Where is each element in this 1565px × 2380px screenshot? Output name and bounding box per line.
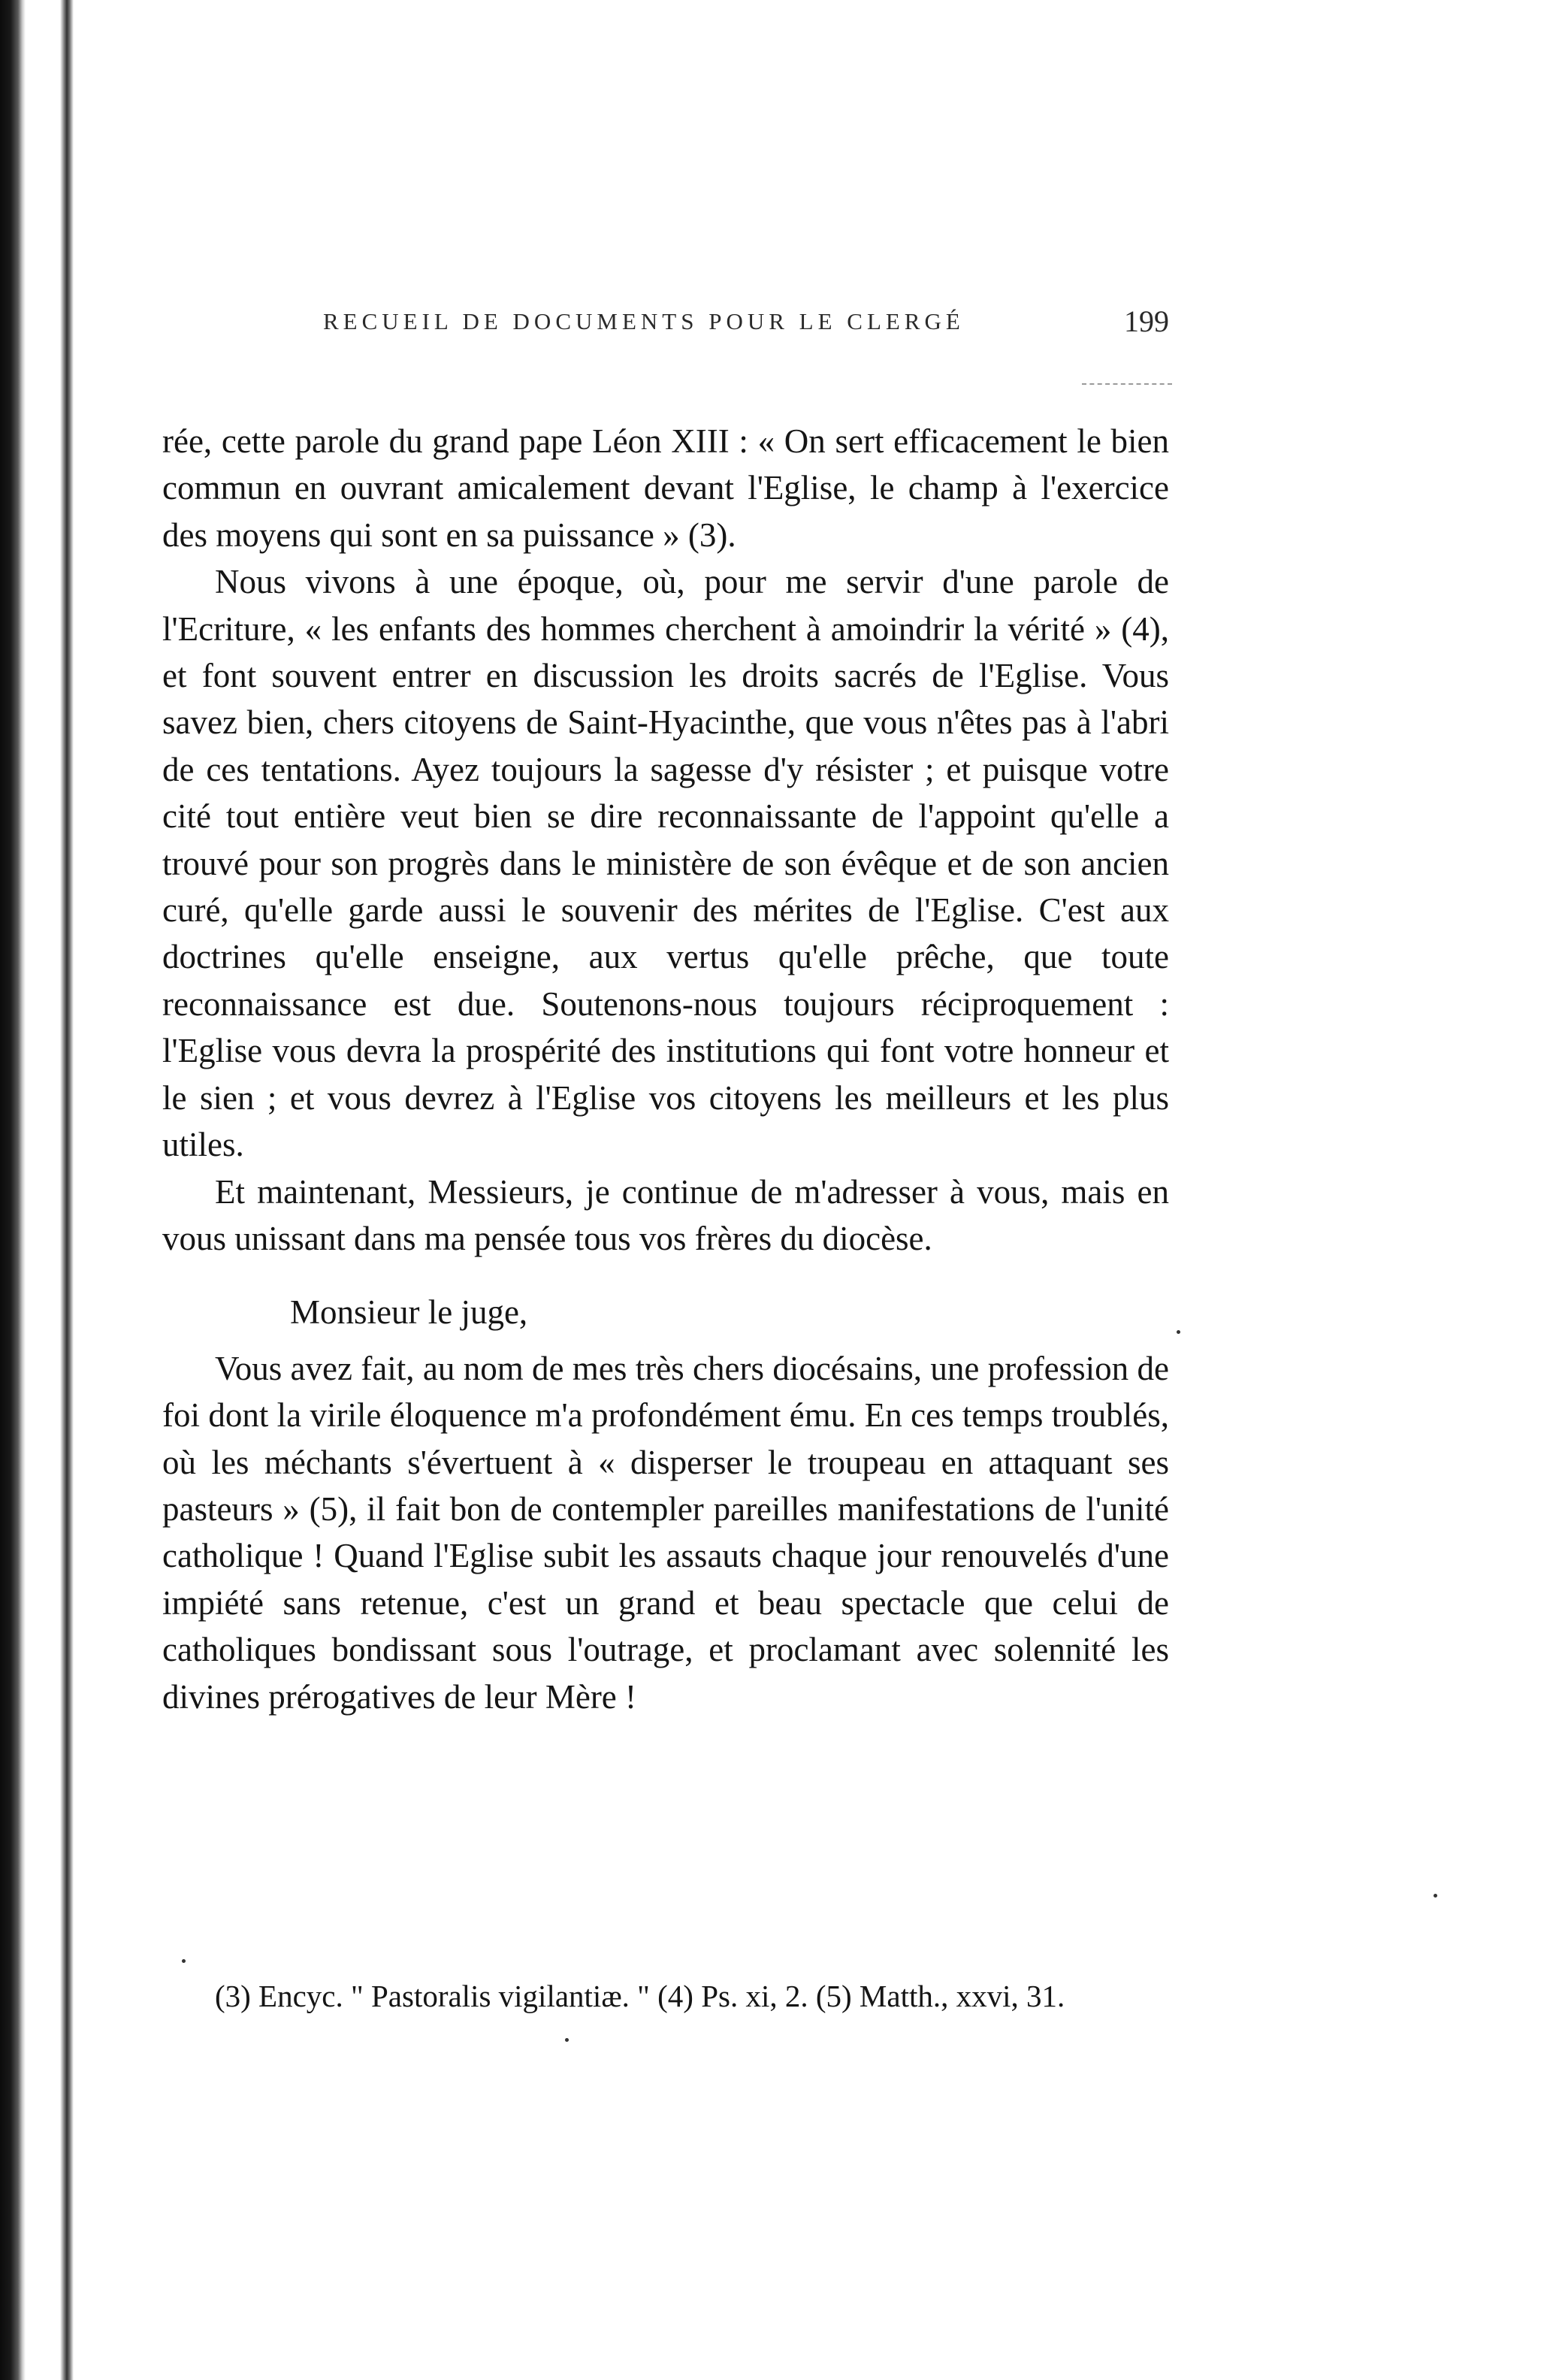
paragraph-continuation: rée, cette parole du grand pape Léon XIII : « On sert efficacement le bien commun en ouvrant amicalement devant l'Eglise, le champ à l'exercice des moyens qui sont en sa puissance » (3). (162, 422, 1169, 554)
paragraph: Nous vivons à une époque, où, pour me servir d'une parole de l'Ecriture, « les enfants des hommes cherchent à amoindrir la vérité » (4), et font souvent entrer en discussion les droits sacrés de l'Eglise. Vous savez bien, chers citoyens de Saint-Hyacinthe, que vous n'êtes pas à l'abri de ces tentations. Ayez toujours la sagesse d'y résister ; et puisque votre cité tout entière veut bien se dire reconnaissante de l'appoint qu'elle a trouvé pour son progrès dans le ministère de son évêque et de son ancien curé, qu'elle garde aussi le souvenir des mérites de l'Eglise. C'est aux doctrines qu'elle enseigne, aux vertus qu'elle prêche, que toute reconnaissance est due. Soutenons-nous toujours réciproquement : l'Eglise vous devra la prospérité des institutions qui font votre honneur et le sien ; et vous devrez à l'Eglise vos citoyens les meilleurs et les plus utiles. (162, 563, 1169, 1164)
salutation: Monsieur le juge, (290, 1293, 528, 1332)
page-header (323, 304, 1169, 353)
print-speck (182, 1959, 186, 1963)
print-speck (1434, 1894, 1437, 1898)
body-text (162, 418, 1169, 1720)
page-gutter-line (60, 0, 74, 2380)
print-speck (565, 2038, 569, 2042)
page-binding-edge (0, 0, 26, 2380)
running-head: RECUEIL DE DOCUMENTS POUR LE CLERGÉ (323, 308, 965, 334)
paragraph: Vous avez fait, au nom de mes très chers diocésains, une profession de foi dont la virile éloquence m'a profondément ému. En ces temps troublés, où les méchants s'évertuent à « disperser le troupeau en attaquant ses pasteurs » (5), il fait bon de contempler pareilles manifestations de l'unité catholique ! Quand l'Eglise subit les assauts chaque jour renouvelés d'une impiété sans retenue, c'est un grand et beau spectacle que celui de catholiques bondissant sous l'outrage, et proclamant avec solennité les divines prérogatives de leur Mère ! (162, 1349, 1169, 1716)
print-speck (1177, 1330, 1180, 1334)
footnotes (162, 1976, 1203, 2016)
header-rule (1082, 383, 1172, 385)
page-number: 199 (1124, 304, 1169, 338)
footnote-text: (3) Encyc. " Pastoralis vigilantiæ. " (4) Ps. xi, 2. (5) Matth., xxvi, 31. (215, 1979, 1065, 2013)
paragraph: Et maintenant, Messieurs, je continue de m'adresser à vous, mais en vous unissant dans ma pensée tous vos frères du diocèse. (162, 1172, 1169, 1257)
